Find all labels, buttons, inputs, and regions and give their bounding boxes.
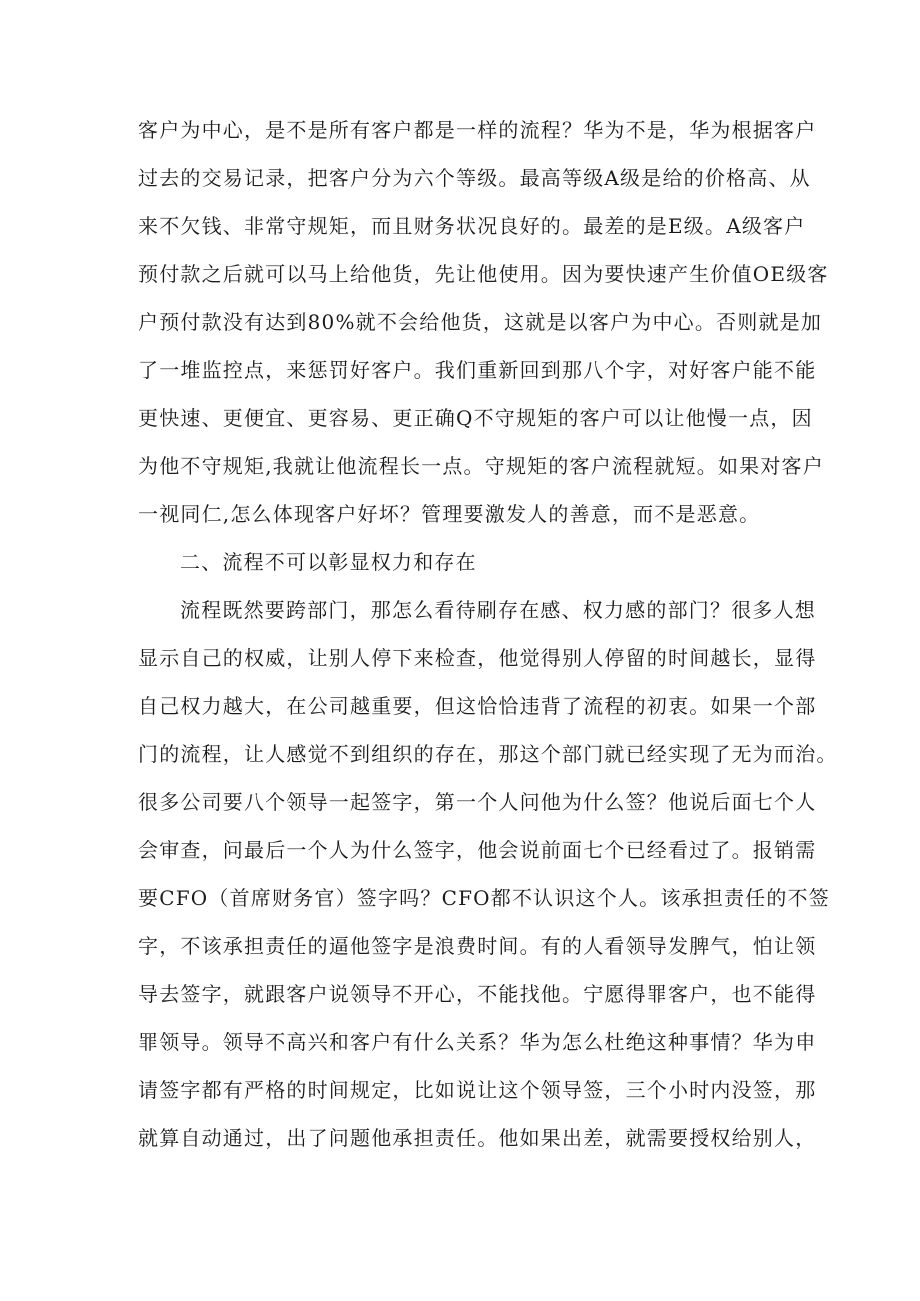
text-line-4: 预付款之后就可以马上给他货，先让他使用。因为要快速产生价值OE级客 — [138, 262, 829, 286]
text-line-15: 很多公司要八个领导一起签字，第一个人问他为什么签？他说后面七个人 — [138, 790, 817, 814]
text-line-5: 户预付款没有达到80%就不会给他货，这就是以客户为中心。否则就是加 — [138, 310, 823, 334]
text-line-20: 罪领导。领导不高兴和客户有什么关系？华为怎么杜绝这种事情？华为申 — [138, 1030, 817, 1054]
text-line-11: 流程既然要跨部门，那怎么看待刷存在感、权力感的部门？很多人想 — [180, 598, 816, 622]
text-line-18: 字，不该承担责任的逼他签字是浪费时间。有的人看领导发脾气，怕让领 — [138, 934, 817, 958]
text-line-13: 自己权力越大，在公司越重要，但这恰恰违背了流程的初衷。如果一个部 — [138, 694, 817, 718]
text-line-12: 显示自己的权威，让别人停下来检查，他觉得别人停留的时间越长，显得 — [138, 646, 817, 670]
text-line-6: 了一堆监控点，来惩罚好客户。我们重新回到那八个字，对好客户能不能 — [138, 358, 817, 382]
text-line-14: 门的流程，让人感觉不到组织的存在，那这个部门就已经实现了无为而治。 — [138, 742, 838, 766]
section-heading: 二、流程不可以彰显权力和存在 — [180, 550, 477, 574]
text-line-3: 来不欠钱、非常守规矩，而且财务状况良好的。最差的是E级。A级客户 — [138, 214, 806, 238]
text-line-7: 更快速、更便宜、更容易、更正确Q不守规矩的客户可以让他慢一点，因 — [138, 406, 813, 430]
text-line-1: 客户为中心，是不是所有客户都是一样的流程？华为不是，华为根据客户 — [138, 118, 817, 142]
text-line-21: 请签字都有严格的时间规定，比如说让这个领导签，三个小时内没签，那 — [138, 1078, 817, 1102]
text-line-16: 会审查，问最后一个人为什么签字，他会说前面七个已经看过了。报销需 — [138, 838, 817, 862]
text-line-19: 导去签字，就跟客户说领导不开心，不能找他。宁愿得罪客户，也不能得 — [138, 982, 817, 1006]
text-line-17: 要CFO（首席财务官）签字吗？CFO都不认识这个人。该承担责任的不签 — [138, 886, 830, 910]
text-line-9: 一视同仁,怎么体现客户好坏？管理要激发人的善意，而不是恶意。 — [138, 502, 761, 526]
text-line-8: 为他不守规矩,我就让他流程长一点。守规矩的客户流程就短。如果对客户 — [138, 454, 824, 478]
text-line-22: 就算自动通过，出了问题他承担责任。他如果出差，就需要授权给别人， — [138, 1126, 817, 1150]
text-line-2: 过去的交易记录，把客户分为六个等级。最高等级A级是给的价格高、从 — [138, 166, 811, 190]
